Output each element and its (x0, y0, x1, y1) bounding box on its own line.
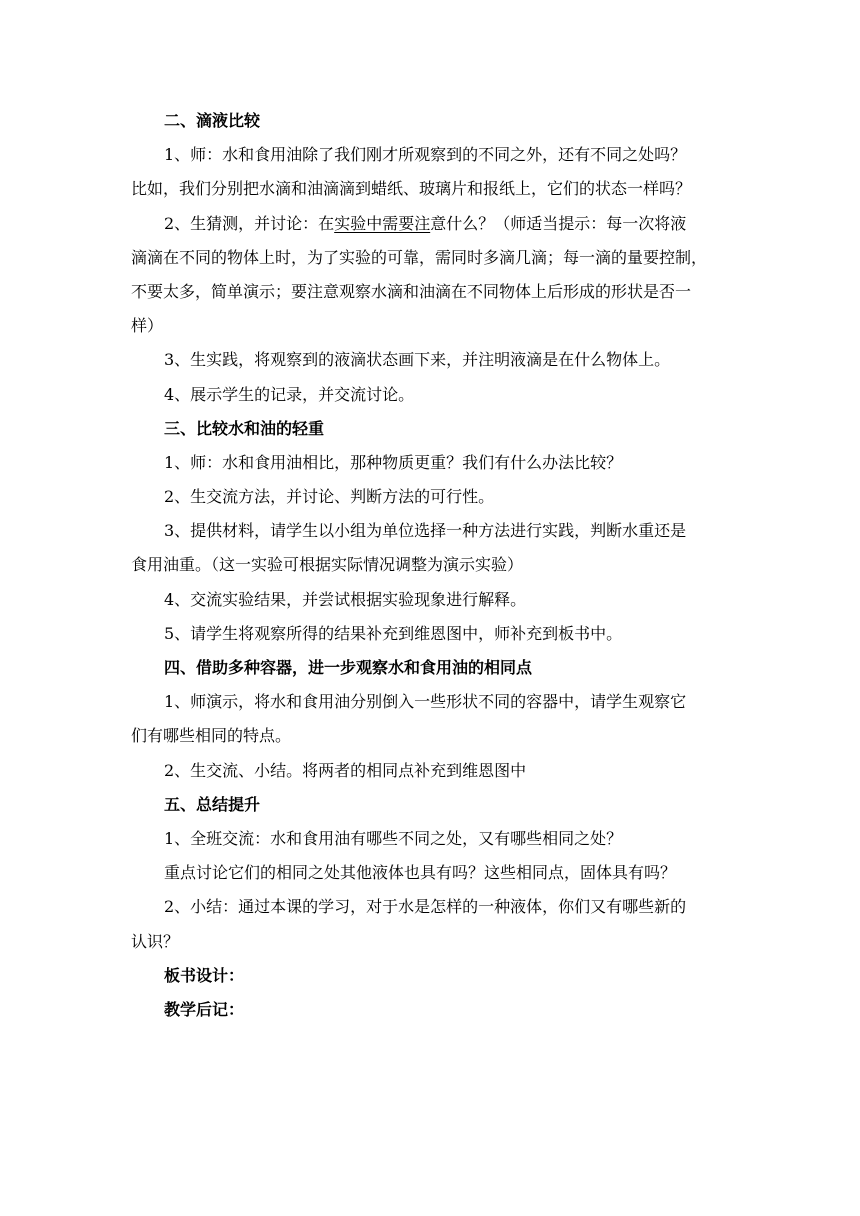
paragraph-line: 2、生交流、小结。将两者的相同点补充到维恩图中 (164, 760, 527, 780)
paragraph-line (131, 207, 731, 241)
section-heading: 板书设计： (164, 965, 245, 985)
paragraph-line: 5、请学生将观察所得的结果补充到维恩图中，师补充到板书中。 (164, 623, 623, 643)
paragraph-line: 比如，我们分别把水滴和油滴滴到蜡纸、玻璃片和报纸上，它们的状态一样吗？ (131, 179, 692, 199)
text-run: 2、生猜测，并讨论：在 (164, 213, 335, 233)
section-heading: 五、总结提升 (164, 794, 261, 814)
paragraph-line: 滴滴在不同的物体上时，为了实验的可靠，需同时多滴几滴；每一滴的量要控制， (131, 247, 708, 267)
paragraph-line: 4、展示学生的记录，并交流讨论。 (164, 384, 415, 404)
paragraph-line: 2、生交流方法，并讨论、判断方法的可行性。 (164, 487, 495, 507)
paragraph-line: 样） (131, 316, 164, 336)
text-run: 意什么？（师适当提示：每一次将液 (430, 213, 687, 233)
paragraph-line: 1、师演示，将水和食用油分别倒入一些形状不同的容器中，请学生观察它 (164, 692, 687, 712)
paragraph-line: 食用油重。（这一实验可根据实际情况调整为演示实验） (131, 555, 524, 575)
section-heading: 四、借助多种容器，进一步观察水和食用油的相同点 (164, 658, 533, 677)
section-heading: 二、滴液比较 (164, 111, 261, 130)
paragraph-line: 1、师：水和食用油除了我们刚才所观察到的不同之外，还有不同之处吗？ (164, 145, 687, 165)
paragraph-line: 3、提供材料，请学生以小组为单位选择一种方法进行实践，判断水重还是 (164, 521, 687, 541)
paragraph-line: 认识？ (131, 931, 180, 951)
paragraph-line: 不要太多，简单演示；要注意观察水滴和油滴在不同物体上后形成的形状是否一 (131, 281, 692, 301)
paragraph-line: 4、交流实验结果，并尝试根据实验现象进行解释。 (164, 589, 527, 609)
paragraph-line: 1、全班交流：水和食用油有哪些不同之处，又有哪些相同之处？ (164, 828, 623, 848)
section-heading: 三、比较水和油的轻重 (164, 418, 325, 438)
paragraph-line: 1、师：水和食用油相比，那种物质更重？我们有什么办法比较？ (164, 452, 623, 472)
paragraph-line: 重点讨论它们的相同之处其他液体也具有吗？这些相同点，固体具有吗？ (164, 863, 677, 883)
section-heading: 教学后记： (164, 999, 245, 1019)
paragraph-line: 们有哪些相同的特点。 (131, 726, 292, 746)
paragraph-line: 3、生实践，将观察到的液滴状态画下来，并注明液滴是在什么物体上。 (164, 350, 671, 370)
paragraph-line: 2、小结：通过本课的学习，对于水是怎样的一种液体，你们又有哪些新的 (164, 897, 687, 917)
underlined-text: 实验中需要注 (334, 213, 431, 233)
document-body (131, 104, 731, 1027)
